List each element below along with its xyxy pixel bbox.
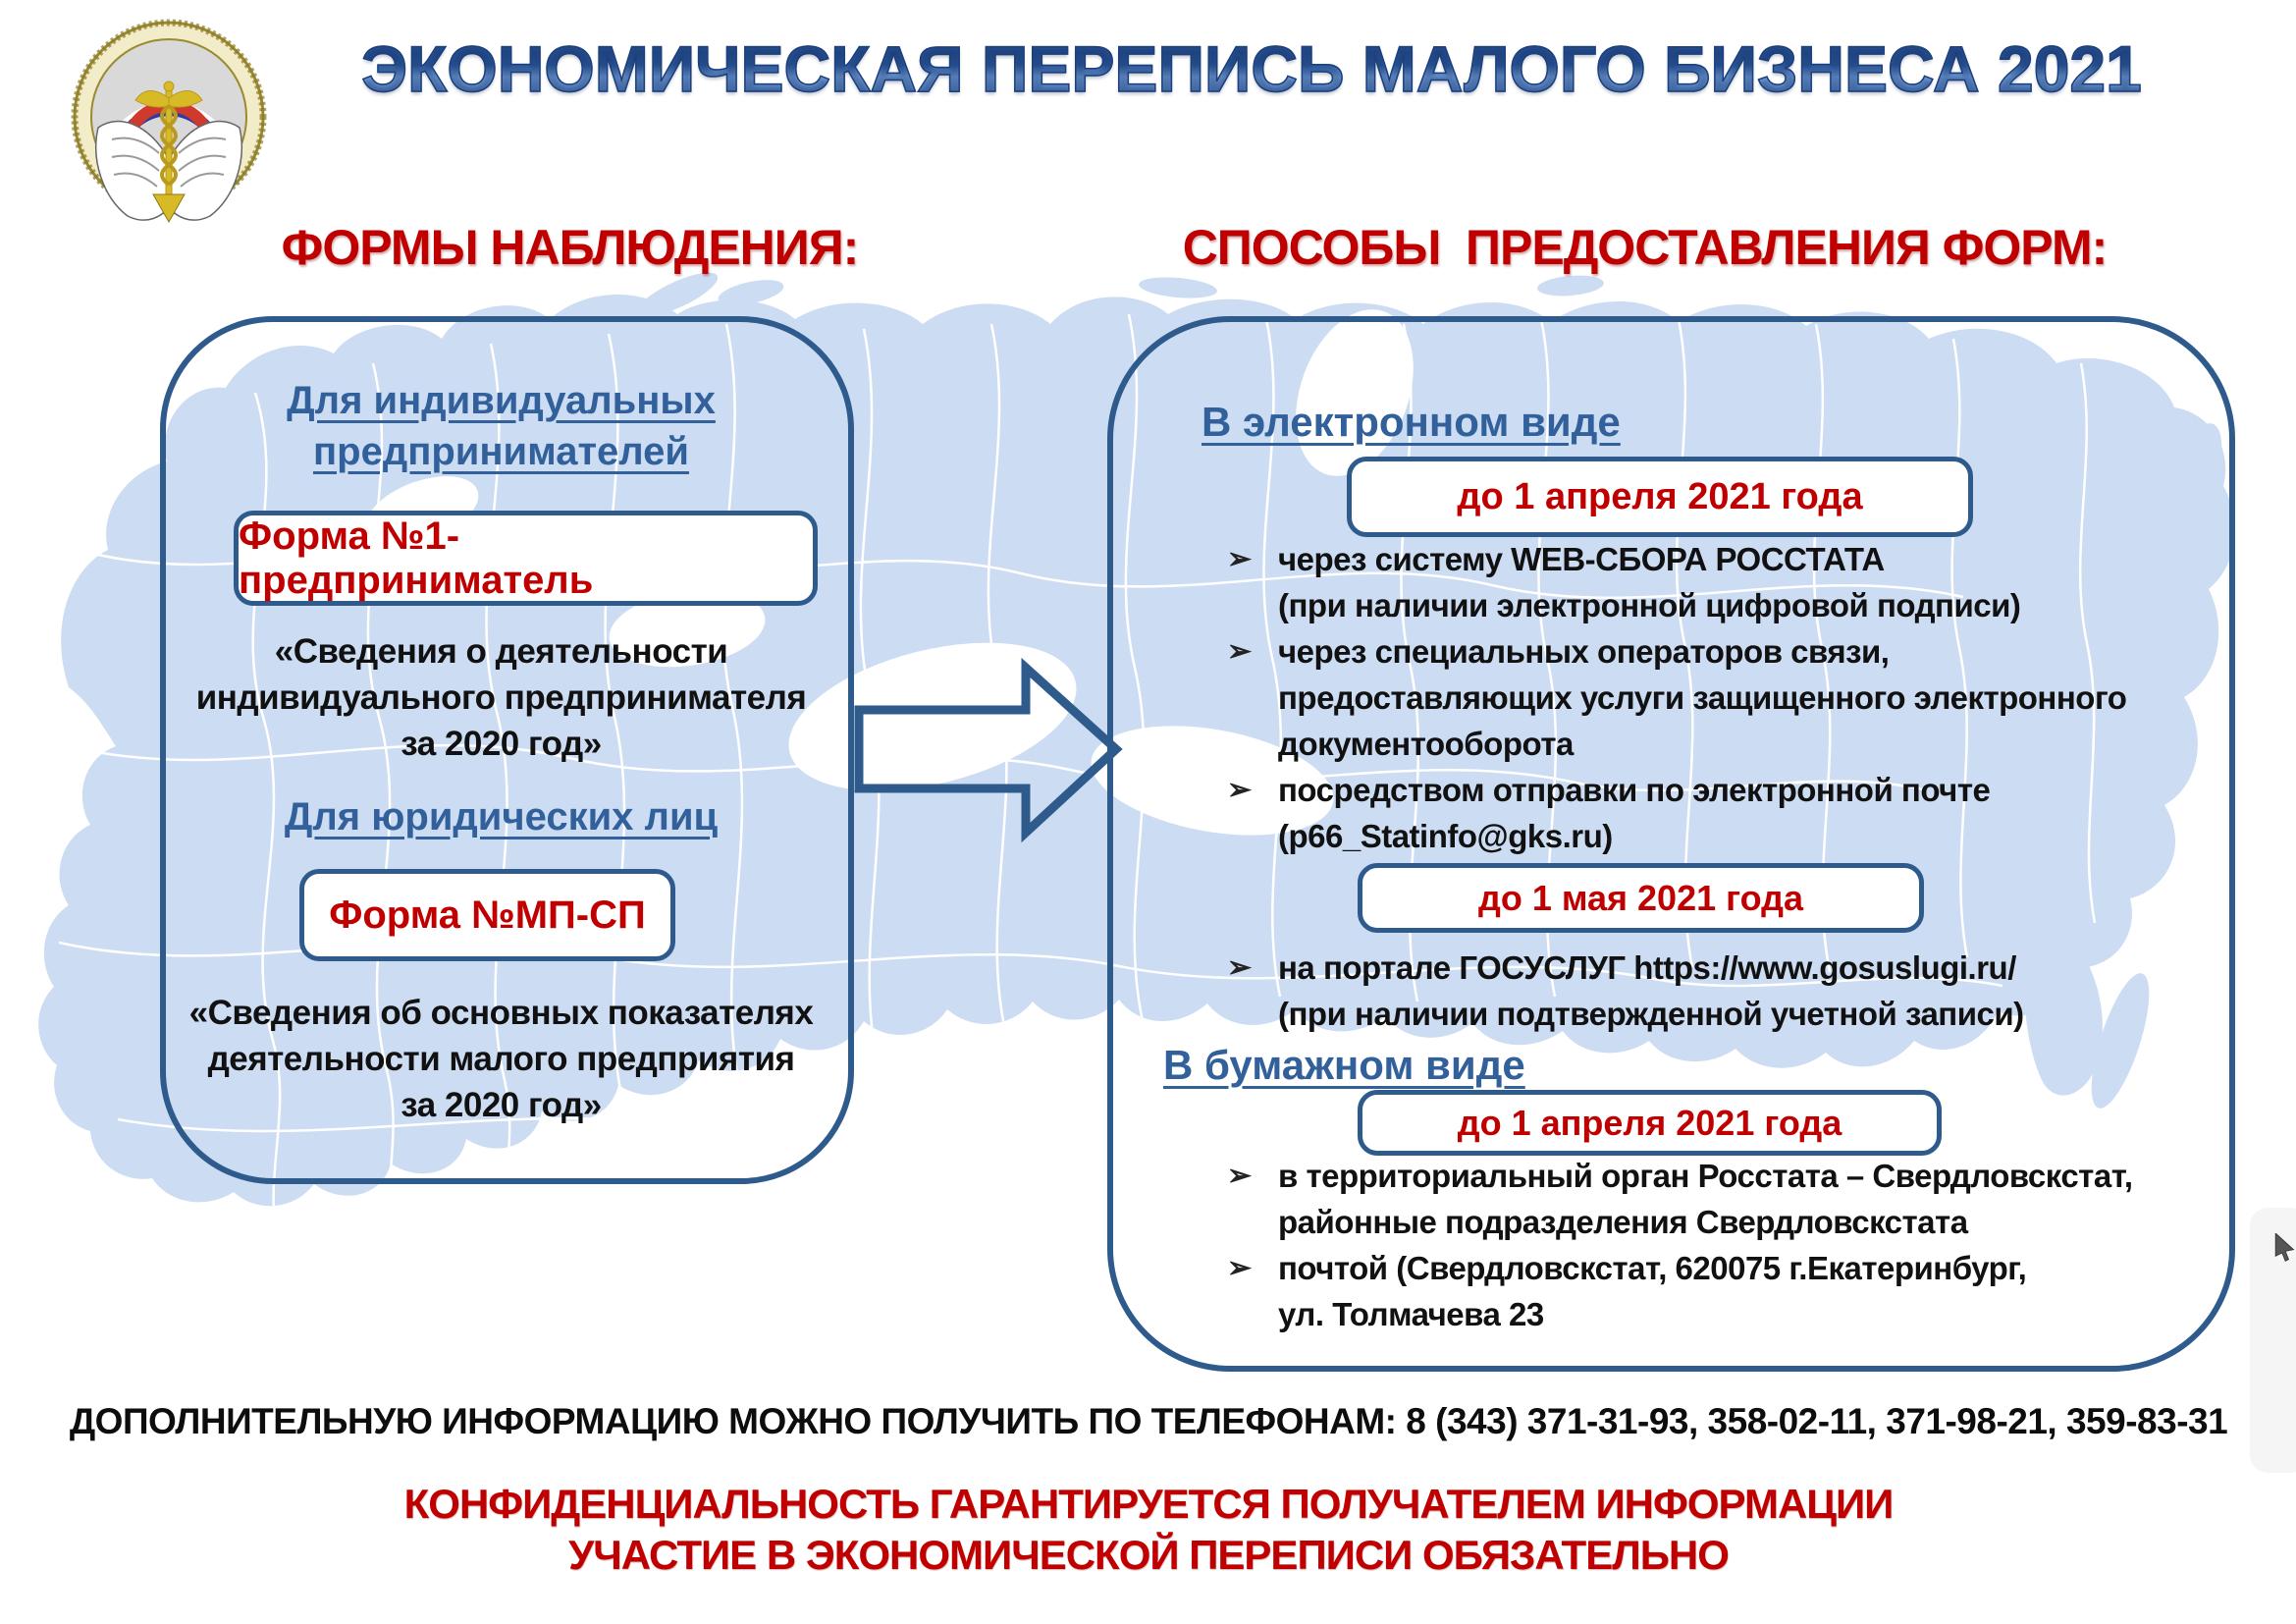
list-item: ➢ почтой (Свердловскстат, 620075 г.Екатеринбург, ул. Толмачева 23	[1227, 1245, 2218, 1337]
email-address[interactable]: (p66_Statinfo@gks.ru)	[1278, 818, 1613, 854]
arrow-right-icon	[849, 648, 1134, 854]
form-1-entrepreneur-box	[234, 511, 818, 606]
gosuslugi-url[interactable]: на портале ГОСУСЛУГ https://www.gosuslugi.ru/	[1278, 949, 2016, 986]
arrowhead-bullet-icon: ➢	[1227, 1252, 1252, 1284]
form-mp-sp-box	[299, 869, 675, 961]
deadline-april-paper-box: до 1 апреля 2021 года	[1358, 1090, 1942, 1156]
list-item: ➢ через систему WEB-СБОРА РОССТАТА (при наличии электронной цифровой подписи)	[1227, 536, 2209, 628]
arrowhead-bullet-icon: ➢	[1227, 951, 1252, 984]
electronic-subheading: В электронном виде	[1201, 399, 1621, 445]
list-item: ➢ через специальных операторов связи, предоставляющих услуги защищенного электронного документооборота	[1227, 628, 2209, 767]
list-item: ➢ в территориальный орган Росстата – Свердловскстат, районные подразделения Свердловскстата	[1227, 1153, 2218, 1245]
arrowhead-bullet-icon: ➢	[1227, 635, 1252, 668]
mandatory-line: УЧАСТИЕ В ЭКОНОМИЧЕСКОЙ ПЕРЕПИСИ ОБЯЗАТЕЛЬНО	[568, 1532, 1729, 1578]
confidentiality-line: КОНФИДЕНЦИАЛЬНОСТЬ ГАРАНТИРУЕТСЯ ПОЛУЧАТЕЛЕМ ИНФОРМАЦИИ	[403, 1481, 1894, 1527]
list-item: ➢ посредством отправки по электронной почте (p66_Statinfo@gks.ru)	[1227, 767, 2209, 859]
deadline-may-box: до 1 мая 2021 года	[1358, 863, 1924, 933]
page-title: ЭКОНОМИЧЕСКАЯ ПЕРЕПИСЬ МАЛОГО БИЗНЕСА 2021	[236, 29, 2268, 114]
list-item: ➢ на портале ГОСУСЛУГ https://www.gosuslugi.ru/ (при наличии подтвержденной учетной записи)	[1227, 945, 2209, 1037]
individual-entrepreneurs-subheading: Для индивидуальных предпринимателей	[287, 379, 716, 473]
arrowhead-bullet-icon: ➢	[1227, 1160, 1252, 1192]
gosuslugi-item	[1227, 945, 2209, 1037]
form-mp-sp-description: «Сведения об основных показателях деятельности малого предприятия за 2020 год»	[188, 994, 814, 1124]
footer-notice	[20, 1479, 2277, 1581]
paper-methods-list	[1227, 1153, 2218, 1337]
form-1-description: «Сведения о деятельности индивидуального предпринимателя за 2020 год»	[195, 632, 807, 763]
legal-entities-subheading: Для юридических лиц	[284, 795, 719, 839]
methods-panel	[1107, 316, 2235, 1372]
deadline-april-electronic-box: до 1 апреля 2021 года	[1347, 457, 1973, 537]
paper-subheading: В бумажном виде	[1163, 1042, 1525, 1088]
forms-heading: ФОРМЫ НАБЛЮДЕНИЯ:	[281, 220, 859, 275]
phones-info-line: ДОПОЛНИТЕЛЬНУЮ ИНФОРМАЦИЮ МОЖНО ПОЛУЧИТЬ ПО ТЕЛЕФОНАМ: 8 (343) 371-31-93, 358-02-11, 371-98-21, 359-83-31	[69, 1401, 2228, 1441]
methods-heading: СПОСОБЫ ПРЕДОСТАВЛЕНИЯ ФОРМ:	[1182, 220, 2108, 275]
form-mp-sp-label: Форма №МП-СП	[329, 893, 646, 937]
arrowhead-bullet-icon: ➢	[1227, 543, 1252, 575]
form-1-entrepreneur-label: Форма №1-предприниматель	[239, 514, 594, 602]
electronic-methods-list	[1227, 536, 2209, 859]
pointer-cursor-icon	[2273, 1233, 2296, 1263]
forms-panel	[160, 316, 854, 1184]
arrowhead-bullet-icon: ➢	[1227, 774, 1252, 806]
